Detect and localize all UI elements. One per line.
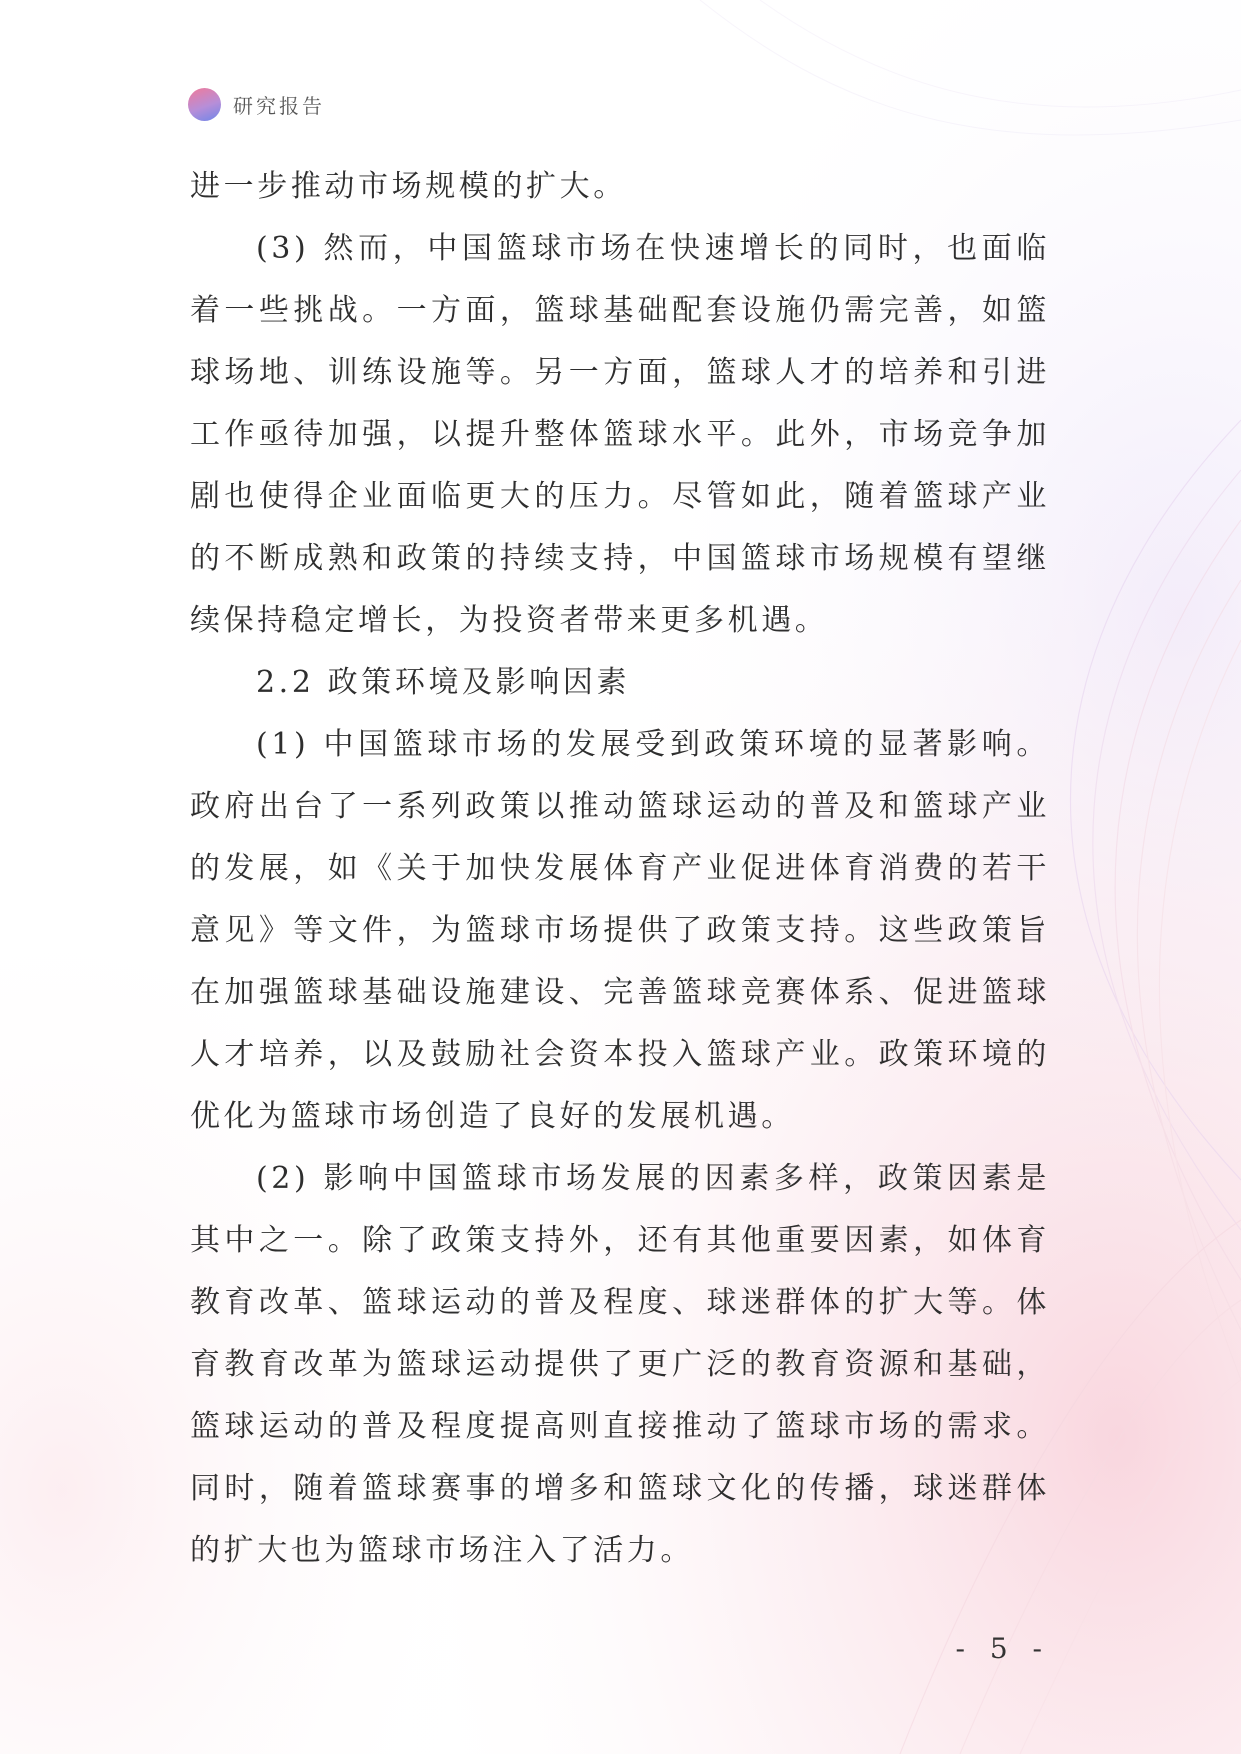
paragraph-1: (1) 中国篮球市场的发展受到政策环境的显著影响。政府出台了一系列政策以推动篮球运动的普及和篮球产业的发展，如《关于加快发展体育产业促进体育消费的若干意见》等文件，为篮球市场提供了政策支持。这些政策旨在加强篮球基础设施建设、完善篮球竞赛体系、促进篮球人才培养，以及鼓励社会资本投入篮球产业。政策环境的优化为篮球市场创造了良好的发展机遇。 [190, 727, 1050, 1134]
paragraph-continuation: 进一步推动市场规模的扩大。 [190, 169, 627, 204]
page-number: - 5 - [955, 1632, 1050, 1665]
logo-circle-icon [188, 88, 221, 121]
document-body [190, 156, 1050, 1582]
paragraph-2: (2) 影响中国篮球市场发展的因素多样，政策因素是其中之一。除了政策支持外，还有其他重要因素，如体育教育改革、篮球运动的普及程度、球迷群体的扩大等。体育教育改革为篮球运动提供了更广泛的教育资源和基础，篮球运动的普及程度提高则直接推动了篮球市场的需求。同时，随着篮球赛事的增多和篮球文化的传播，球迷群体的扩大也为篮球市场注入了活力。 [190, 1161, 1050, 1568]
paragraph-3: (3) 然而，中国篮球市场在快速增长的同时，也面临着一些挑战。一方面，篮球基础配套设施仍需完善，如篮球场地、训练设施等。另一方面，篮球人才的培养和引进工作亟待加强，以提升整体篮球水平。此外，市场竞争加剧也使得企业面临更大的压力。尽管如此，随着篮球产业的不断成熟和政策的持续支持，中国篮球市场规模有望继续保持稳定增长，为投资者带来更多机遇。 [190, 231, 1050, 638]
section-heading: 2.2 政策环境及影响因素 [256, 665, 631, 700]
report-header [188, 88, 325, 121]
header-title: 研究报告 [233, 94, 325, 118]
